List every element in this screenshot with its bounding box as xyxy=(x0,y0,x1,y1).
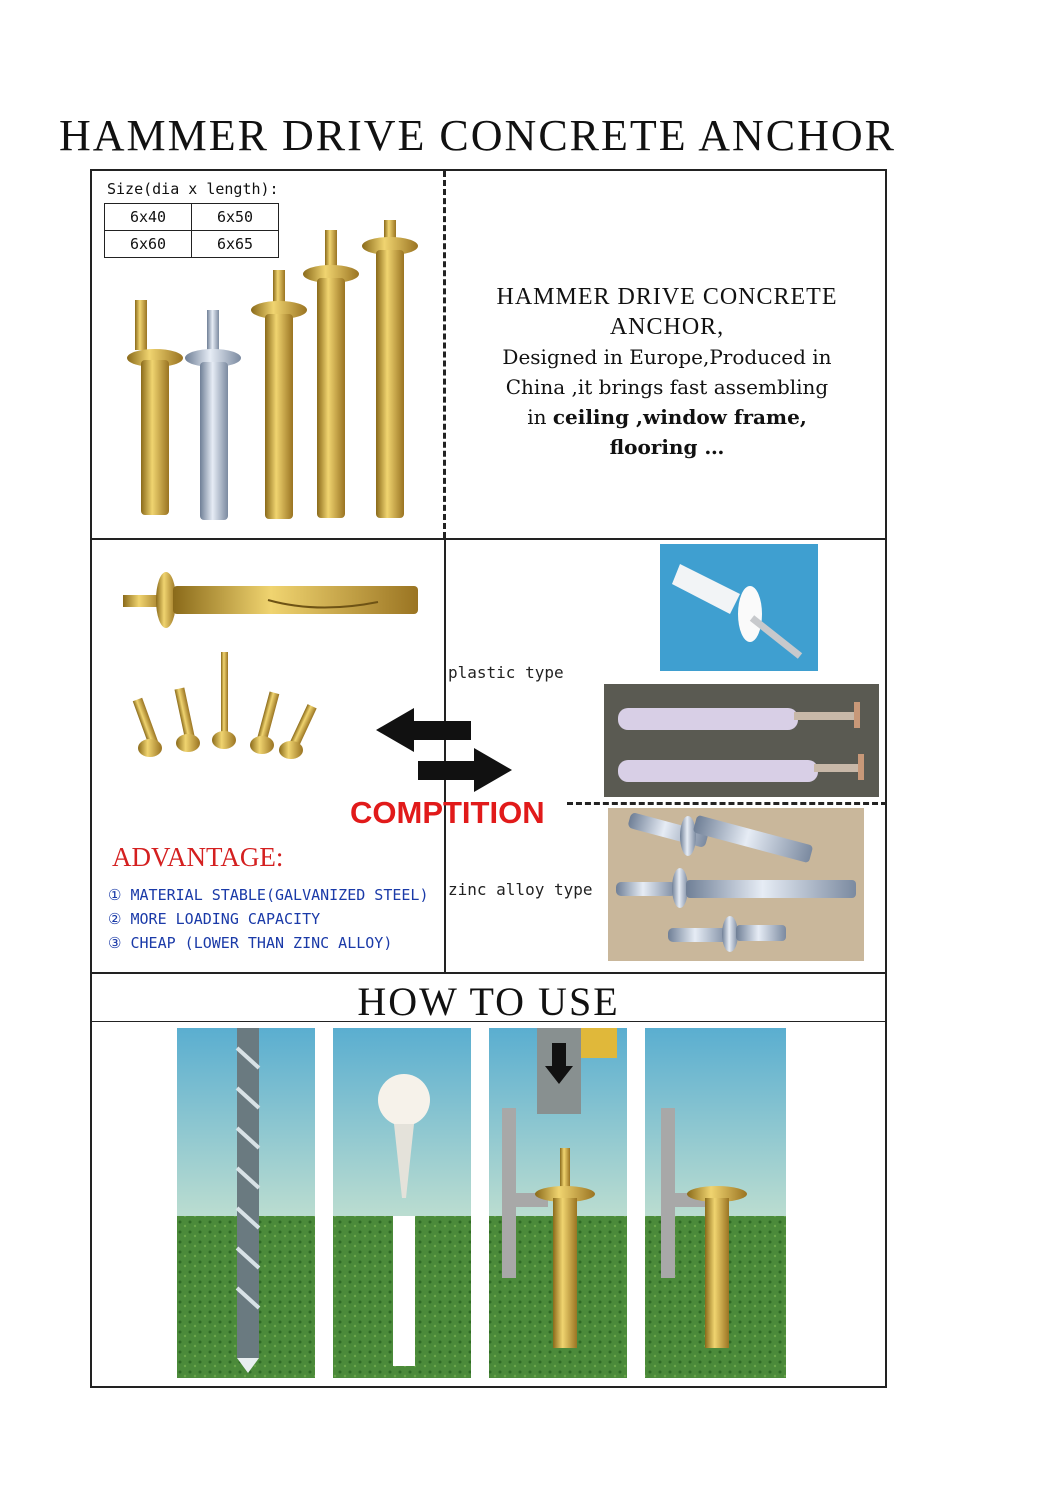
how-to-use-illustration xyxy=(177,1028,786,1378)
size-label: Size(dia x length): xyxy=(107,180,279,198)
step-blow-out xyxy=(333,1028,471,1378)
anchor-1 xyxy=(127,300,183,515)
anchor-5 xyxy=(362,220,418,518)
page-title: HAMMER DRIVE CONCRETE ANCHOR xyxy=(58,111,897,160)
divider-row2 xyxy=(90,972,887,974)
anchor-2 xyxy=(185,310,241,520)
step-insert xyxy=(489,1028,627,1378)
product-description xyxy=(447,282,887,462)
zinc-anchor-photo xyxy=(608,808,864,961)
advantage-item: ② MORE LOADING CAPACITY xyxy=(108,910,321,928)
description-heading: HAMMER DRIVE CONCRETE ANCHOR, xyxy=(496,284,838,340)
divider-type-split xyxy=(567,802,887,805)
anchor-group-photo xyxy=(125,648,325,763)
divider-row1 xyxy=(90,538,887,540)
description-line: China ,it brings fast assembling xyxy=(505,375,829,399)
size-cell: 6x60 xyxy=(105,231,192,258)
anchor-4 xyxy=(303,230,359,518)
description-line: Designed in Europe,Produced in xyxy=(502,345,832,369)
plastic-anchor-photo-2 xyxy=(604,684,879,797)
description-line: in xyxy=(527,405,553,429)
size-cell: 6x40 xyxy=(105,204,192,231)
advantage-title: ADVANTAGE: xyxy=(112,842,284,872)
anchor-side-photo xyxy=(118,562,428,647)
anchor-3 xyxy=(251,270,307,519)
size-cell: 6x65 xyxy=(192,231,279,258)
advantage-item: ① MATERIAL STABLE(GALVANIZED STEEL) xyxy=(108,886,429,904)
how-to-use-title: HOW TO USE xyxy=(357,979,620,1024)
step-drill xyxy=(177,1028,315,1378)
plastic-type-label: plastic type xyxy=(448,663,564,682)
advantage-item: ③ CHEAP (LOWER THAN ZINC ALLOY) xyxy=(108,934,393,952)
divider-top xyxy=(443,171,446,538)
zinc-type-label: zinc alloy type xyxy=(448,880,593,899)
competition-title: COMPTITION xyxy=(350,795,545,830)
plastic-anchor-photo-1 xyxy=(660,544,818,671)
description-applications: ceiling ,window frame, xyxy=(552,405,807,429)
anchor-sizes-photo xyxy=(115,220,440,525)
step-hammer xyxy=(645,1028,786,1378)
description-line: flooring … xyxy=(609,435,725,459)
size-cell: 6x50 xyxy=(192,204,279,231)
exchange-arrows-icon xyxy=(376,708,516,793)
